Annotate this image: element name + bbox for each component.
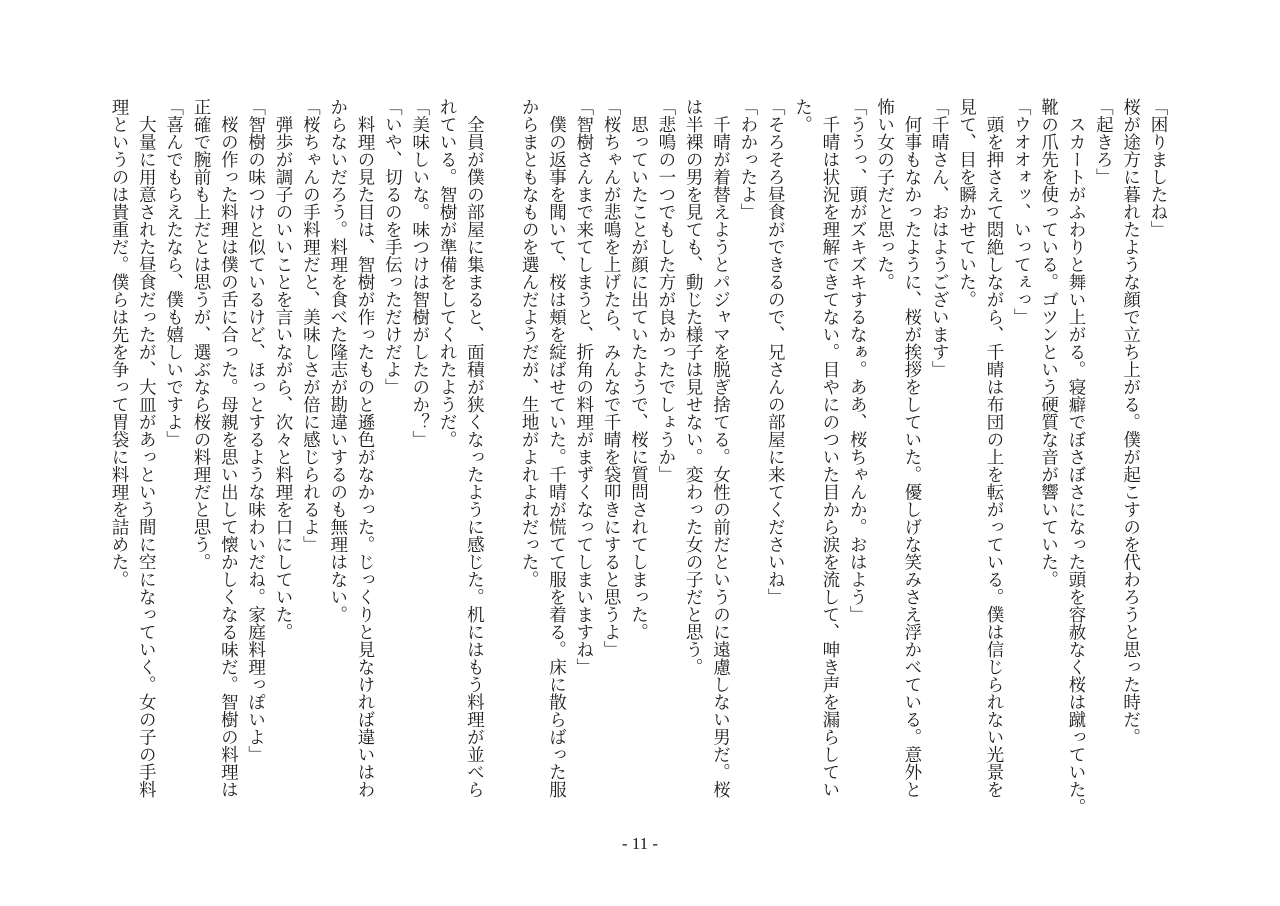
text-line: 怖い女の子だと思った。 [874,98,895,291]
blank-line [487,98,514,828]
text-line: 「美味しいな。味つけは智樹がしたのか？」 [409,98,430,448]
text-line: 「桜ちゃんが悲鳴を上げたら、みんなで千晴を袋叩きにすると思うよ」 [601,98,622,658]
text-line: 桜の作った料理は僕の舌に合った。母親を思い出して懐かしくなる味だ。智樹の料理は [218,98,239,798]
text-line: 何事もなかったように、桜が挨拶をしていた。優しげな笑みさえ浮かべている。意外と [901,98,922,798]
text-line: 「ウオオォッ、いってぇっ」 [1011,98,1032,326]
text-line: 「ううっ、頭がズキズキするなぁ。ああ、桜ちゃんか。おはよう」 [847,98,868,623]
text-line: は半裸の男を見ても、動じた様子は見せない。変わった女の子だと思う。 [683,98,704,676]
text-line: 見て、目を瞬かせていた。 [956,98,977,308]
text-line: 桜が途方に暮れたような顔で立ち上がる。僕が起こすのを代わろうと思った時だ。 [1120,98,1141,746]
text-line: 僕の返事を聞いて、桜は頬を綻ばせていた。千晴が慌てて服を着る。床に散らばった服 [546,98,567,798]
text-line: 「千晴さん、おはようございます」 [929,98,950,378]
text-line: 弾歩が調子のいいことを言いながら、次々と料理を口にしていた。 [273,98,293,641]
text-line: 「わかったよ」 [737,98,758,221]
vertical-text-body [105,98,1171,828]
text-line: 「いや、切るのを手伝っただけだよ」 [382,98,403,396]
text-line: 「智樹さんまで来てしまうと、折角の料理がまずくなってしまいますね」 [573,98,594,676]
text-line: 「智樹の味つけと似ているけど、ほっとするような味わいだね。家庭料理っぽいよ」 [245,98,266,763]
text-line: スカートがふわりと舞い上がる。寝癖でぼさぼさになった頭を容赦なく桜は蹴っていた。 [1065,98,1086,816]
text-line: 「悲鳴の一つでもした方が良かったでしょうか」 [655,98,676,483]
text-line: からまともなものを選んだようだが、生地がよれよれだった。 [519,98,540,588]
text-line: 「そろそろ昼食ができるので、兄さんの部屋に来てくださいね」 [765,98,786,606]
text-line: 「起きろ」 [1093,98,1114,186]
text-line: 理というのは貴重だ。僕らは先を争って胃袋に料理を詰めた。 [108,98,129,588]
text-line: 「困りましたね」 [1148,98,1168,238]
text-line: 頭を押さえて悶絶しながら、千晴は布団の上を転がっている。僕は信じられない光景を [983,98,1004,798]
text-line: 「桜ちゃんの手料理だと、美味しさが倍に感じられるよ」 [300,98,321,553]
text-line: 千晴は状況を理解できてない。目やにのついた目から涙を流して、呻き声を漏らしてい [819,98,840,798]
text-line: 「喜んでもらえたなら、僕も嬉しいですよ」 [163,98,184,448]
text-line: 全員が僕の部屋に集まると、面積が狭くなったように感じた。机にはもう料理が並べら [464,98,485,798]
page-number: - 11 - [621,834,659,853]
text-line: 靴の爪先を使っている。ゴツンという硬質な音が響いていた。 [1038,98,1059,588]
text-line: 料理の見た目は、智樹が作ったものと遜色がなかった。じっくりと見なければ違いはわ [355,98,376,798]
text-line: 正確で腕前も上だとは思うが、選ぶなら桜の料理だと思う。 [190,98,211,571]
text-line: れている。智樹が準備をしてくれたようだ。 [437,98,458,448]
text-line: 思っていたことが顔に出ていたようで、桜に質問されてしまった。 [628,98,649,641]
text-line: 千晴が着替えようとパジャマを脱ぎ捨てる。女性の前だというのに遠慮しない男だ。桜 [710,98,731,798]
text-line: た。 [792,98,813,133]
text-line: 大量に用意された昼食だったが、大皿があっという間に空になっていく。女の子の手料 [136,98,157,798]
text-line: からないだろう。料理を食べた隆志が勘違いするのも無理はない。 [327,98,348,623]
